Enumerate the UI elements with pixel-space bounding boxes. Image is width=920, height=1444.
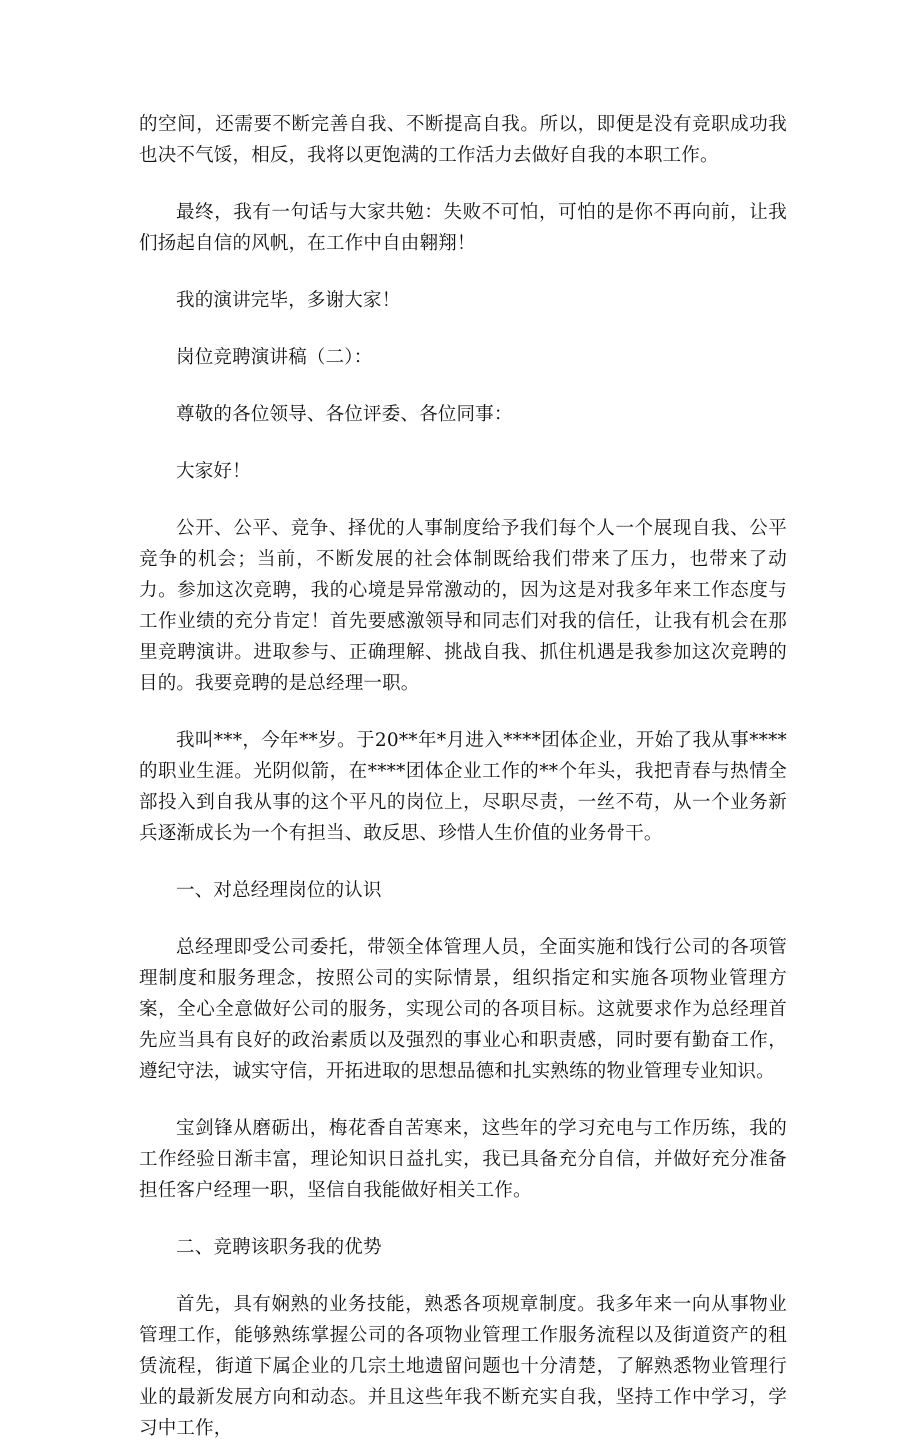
paragraph-continuation: 的空间，还需要不断完善自我、不断提高自我。所以，即便是没有竞职成功我也决不气馁，相反，我将以更饱满的工作活力去做好自我的本职工作。 [139, 114, 787, 166]
paragraph-role-description: 总经理即受公司委托，带领全体管理人员，全面实施和饯行公司的各项管理制度和服务理念，按照公司的实际情景，组织指定和实施各项物业管理方案，全心全意做好公司的服务，实现公司的各项目标。这就要求作为总经理首先应当具有良好的政治素质以及强烈的事业心和职责感，同时要有勤奋工作，遵纪守法，诚实守信，开拓进取的思想品德和扎实熟练的物业管理专业知识。 [139, 937, 787, 1082]
greeting: 大家好！ [176, 461, 251, 482]
paragraph-advantage-first: 首先，具有娴熟的业务技能，熟悉各项规章制度。我多年来一向从事物业管理工作，能够熟练掌握公司的各项物业管理工作服务流程以及街道资产的租赁流程，街道下属企业的几宗土地遗留问题也十分清楚，了解熟悉物业管理行业的最新发展方向和动态。并且这些年我不断充实自我，坚持工作中学习，学习中工作， [139, 1294, 787, 1439]
paragraph-self-introduction: 我叫***，今年**岁。于20**年*月进入****团体企业，开始了我从事****的职业生涯。光阴似箭，在****团体企业工作的**个年头，我把青春与热情全部投入到自我从事的这个平凡的岗位上，尽职尽责，一丝不苟，从一个业务新兵逐渐成长为一个有担当、敢反思、珍惜人生价值的业务骨干。 [139, 730, 787, 844]
paragraph-introduction: 公开、公平、竞争、择优的人事制度给予我们每个人一个展现自我、公平竞争的机会；当前，不断发展的社会体制既给我们带来了压力，也带来了动力。参加这次竞聘，我的心境是异常激动的，因为这是对我多年来工作态度与工作业绩的充分肯定！首先要感激领导和同志们对我的信任，让我有机会在那里竞聘演讲。进取参与、正确理解、挑战自我、抓住机遇是我参加这次竞聘的目的。我要竞聘的是总经理一职。 [139, 518, 787, 694]
paragraph-closing-quote: 最终，我有一句话与大家共勉：失败不可怕，可怕的是你不再向前，让我们扬起自信的风帆，在工作中自由翱翔！ [139, 202, 787, 254]
paragraph-experience: 宝剑锋从磨砺出，梅花香自苦寒来，这些年的学习充电与工作历练，我的工作经验日渐丰富，理论知识日益扎实，我已具备充分自信，并做好充分准备担任客户经理一职，坚信自我能做好相关工作。 [139, 1118, 787, 1201]
heading-role-understanding: 一、对总经理岗位的认识 [176, 880, 382, 901]
section-title-speech-two: 岗位竞聘演讲稿（二）： [176, 347, 373, 368]
heading-advantages: 二、竞聘该职务我的优势 [176, 1237, 382, 1258]
salutation: 尊敬的各位领导、各位评委、各位同事： [176, 404, 513, 425]
document-body [139, 109, 787, 1444]
paragraph-speech-end: 我的演讲完毕，多谢大家！ [176, 290, 401, 311]
